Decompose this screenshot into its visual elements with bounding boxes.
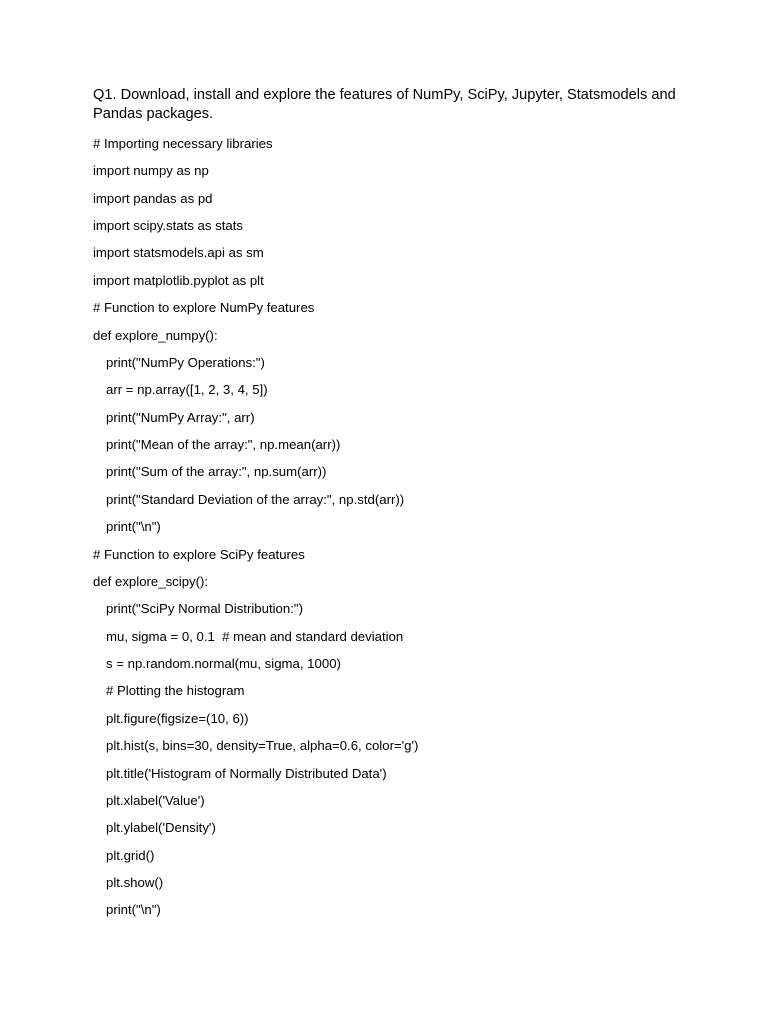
code-import-numpy: import numpy as np xyxy=(93,163,209,178)
code-line: s = np.random.normal(mu, sigma, 1000) xyxy=(106,656,341,671)
code-line: # Plotting the histogram xyxy=(106,683,245,698)
code-line: print("Sum of the array:", np.sum(arr)) xyxy=(106,464,327,479)
code-line: plt.ylabel('Density') xyxy=(106,820,216,835)
code-comment-scipy: # Function to explore SciPy features xyxy=(93,547,305,562)
code-line: print("NumPy Operations:") xyxy=(106,355,265,370)
code-line: print("\n") xyxy=(106,902,161,917)
code-line: print("Standard Deviation of the array:", np.std(arr)) xyxy=(106,492,405,507)
code-line: plt.xlabel('Value') xyxy=(106,793,205,808)
code-import-pandas: import pandas as pd xyxy=(93,191,213,206)
code-comment-numpy: # Function to explore NumPy features xyxy=(93,300,315,315)
code-line: plt.figure(figsize=(10, 6)) xyxy=(106,711,249,726)
code-line: plt.hist(s, bins=30, density=True, alpha=0.6, color='g') xyxy=(106,738,419,753)
code-line: plt.grid() xyxy=(106,848,155,863)
question-heading: Q1. Download, install and explore the features of NumPy, SciPy, Jupyter, Statsmodels and Pandas packages. xyxy=(93,87,676,122)
code-def-explore-scipy: def explore_scipy(): xyxy=(93,574,209,589)
code-comment-imports: # Importing necessary libraries xyxy=(93,136,273,151)
code-line: print("SciPy Normal Distribution:") xyxy=(106,601,303,616)
code-line: plt.title('Histogram of Normally Distributed Data') xyxy=(106,766,387,781)
code-line: print("NumPy Array:", arr) xyxy=(106,410,255,425)
code-import-statsmodels: import statsmodels.api as sm xyxy=(93,245,264,260)
code-import-scipy: import scipy.stats as stats xyxy=(93,218,243,233)
code-line: arr = np.array([1, 2, 3, 4, 5]) xyxy=(106,382,268,397)
code-line: print("Mean of the array:", np.mean(arr)) xyxy=(106,437,341,452)
code-line: mu, sigma = 0, 0.1 # mean and standard deviation xyxy=(106,629,404,644)
code-line: print("\n") xyxy=(106,519,161,534)
code-import-matplotlib: import matplotlib.pyplot as plt xyxy=(93,273,264,288)
code-line: plt.show() xyxy=(106,875,164,890)
code-def-explore-numpy: def explore_numpy(): xyxy=(93,328,218,343)
